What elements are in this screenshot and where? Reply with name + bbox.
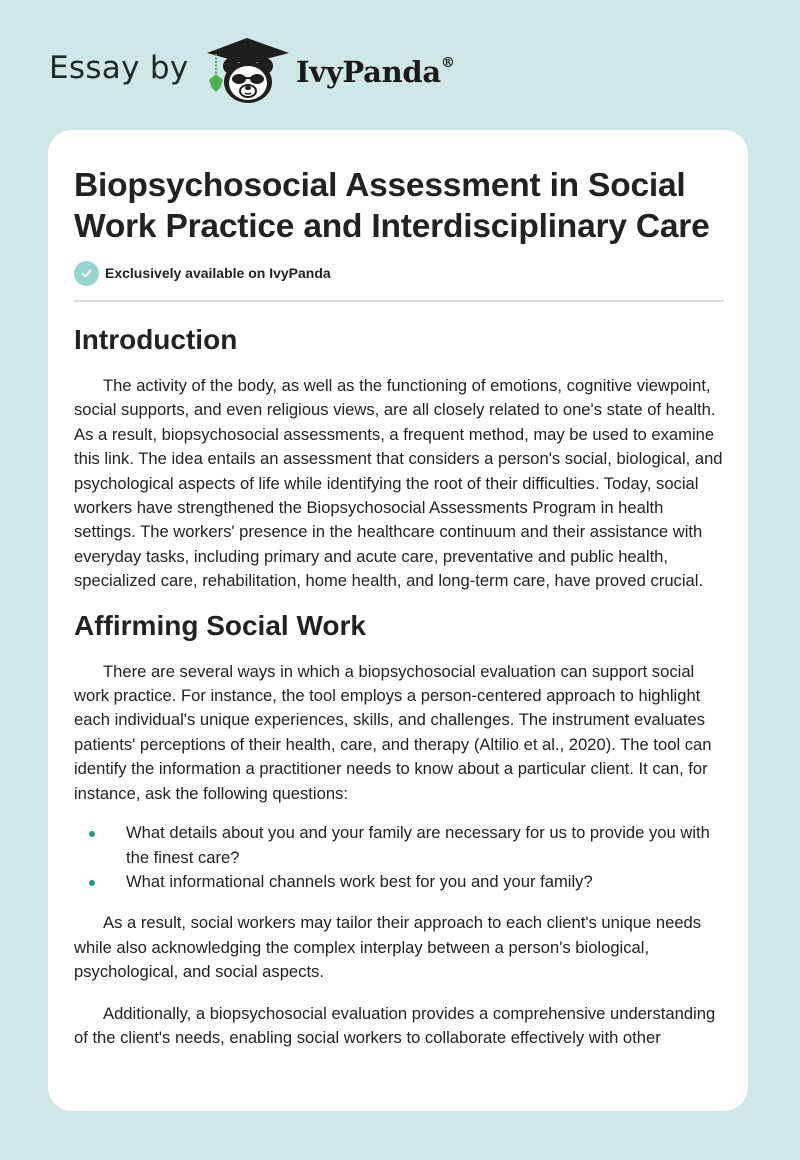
brand-text: IvyPanda — [296, 55, 441, 89]
essay-content — [74, 165, 724, 1050]
exclusive-text: Exclusively available on IvyPanda — [105, 265, 331, 281]
registered-mark: ® — [440, 55, 455, 72]
bullet-icon — [89, 831, 95, 837]
question-list — [74, 821, 724, 894]
section-heading-introduction: Introduction — [74, 324, 238, 355]
exclusive-badge — [74, 260, 724, 286]
essay-by-label: Essay by — [49, 50, 189, 86]
list-item — [74, 821, 724, 870]
essay-card — [48, 130, 748, 1111]
section-heading-affirming-social-work: Affirming Social Work — [74, 609, 366, 641]
paragraph: Additionally, a biopsychosocial evaluation provides a comprehensive understanding of the client's needs, enabling social workers to collaborate effectively with other — [74, 1003, 716, 1047]
list-item-text: What details about you and your family are necessary for us to provide you with the finest care? — [126, 823, 710, 867]
check-circle-icon — [74, 261, 99, 286]
paragraph: The activity of the body, as well as the functioning of emotions, cognitive viewpoint, social supports, and even religious views, are all closely related to one's state of health. As a result, biopsychosocial assessments, a frequent method, may be used to examine this link. The idea entails an assessment that considers a person's social, biological, and psychological aspects of life while identifying the root of their difficulties. Today, social workers have strengthened the Biopsychosocial Assessments Program in health settings. The workers' presence in the healthcare continuum and their assistance with everyday tasks, including primary and acute care, preventative and public health, specialized care, rehabilitation, home health, and long-term care, have proved crucial. — [74, 376, 723, 591]
panda-graduate-logo-icon[interactable] — [203, 36, 291, 106]
brand-name[interactable] — [296, 55, 455, 89]
site-header — [0, 0, 800, 130]
paragraph: There are several ways in which a biopsychosocial evaluation can support social work practice. For instance, the tool employs a person-centered approach to highlight each individual's unique experiences, skills, and challenges. The instrument evaluates patients' perceptions of their health, care, and therapy (Altilio et al., 2020). The tool can identify the information a practitioner needs to know about a particular client. It can, for instance, ask the following questions: — [74, 661, 712, 803]
divider — [74, 300, 724, 302]
list-item-text: What informational channels work best for you and your family? — [126, 871, 593, 891]
list-item — [74, 870, 724, 894]
paragraph: As a result, social workers may tailor their approach to each client's unique needs while also acknowledging the complex interplay between a person's biological, psychological, and social aspects. — [74, 913, 702, 982]
bullet-icon — [89, 880, 95, 886]
page-title: Biopsychosocial Assessment in Social Work Practice and Interdisciplinary Care — [74, 167, 710, 245]
